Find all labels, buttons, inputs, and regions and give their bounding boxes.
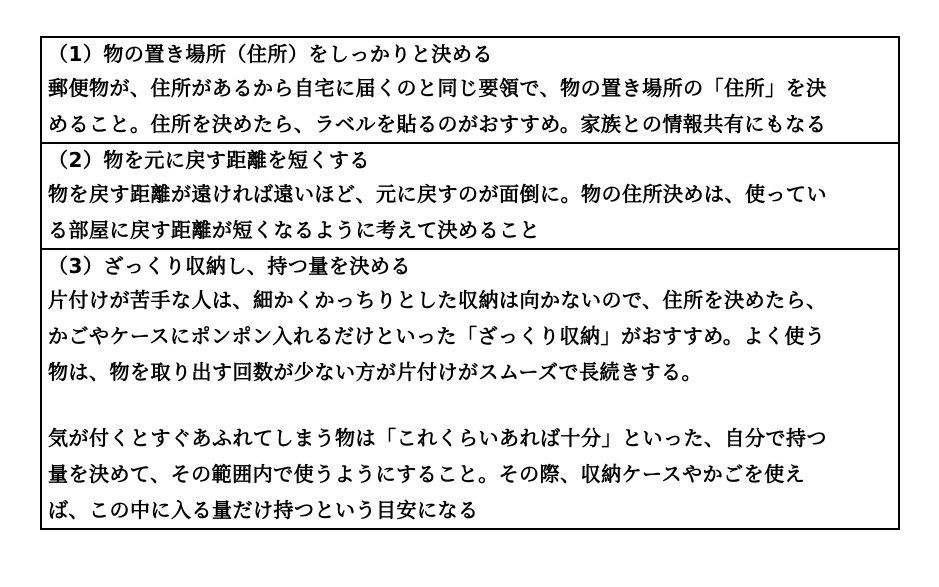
info-table bbox=[40, 36, 900, 530]
section-heading: （3）ざっくり収納し、持つ量を決める bbox=[48, 254, 411, 278]
section-heading: （2）物を元に戻す距離を短くする bbox=[48, 148, 370, 172]
section-heading: （1）物の置き場所（住所）をしっかりと決める bbox=[48, 42, 493, 66]
body-line: かごやケースにポンポン入れるだけといった「ざっくり収納」がおすすめ。よく使う bbox=[48, 324, 826, 348]
section-3 bbox=[42, 250, 898, 528]
body-line: 物を戻す距離が遠ければ遠いほど、元に戻すのが面倒に。物の住所決めは、使ってい bbox=[48, 182, 827, 206]
section-2 bbox=[42, 144, 898, 250]
body-line: 気が付くとすぐあふれてしまう物は「これくらいあれば十分」といった、自分で持つ bbox=[48, 426, 827, 450]
section-1 bbox=[42, 38, 898, 144]
body-line: 量を決めて、その範囲内で使うようにすること。その際、収納ケースやかごを使え bbox=[48, 462, 806, 486]
body-line: 物は、物を取り出す回数が少ない方が片付けがスムーズで長続きする。 bbox=[48, 360, 702, 384]
body-line: る部屋に戻す距離が短くなるように考えて決めること bbox=[48, 218, 540, 242]
body-line: ば、この中に入る量だけ持つという目安になる bbox=[48, 498, 479, 522]
body-line: 片付けが苦手な人は、細かくかっちりとした収納は向かないので、住所を決めたら、 bbox=[48, 288, 827, 312]
body-line: めること。住所を決めたら、ラベルを貼るのがおすすめ。家族との情報共有にもなる bbox=[48, 112, 827, 136]
paragraph-spacer bbox=[48, 390, 892, 420]
body-line: 郵便物が、住所があるから自宅に届くのと同じ要領で、物の置き場所の「住所」を決 bbox=[48, 76, 827, 100]
